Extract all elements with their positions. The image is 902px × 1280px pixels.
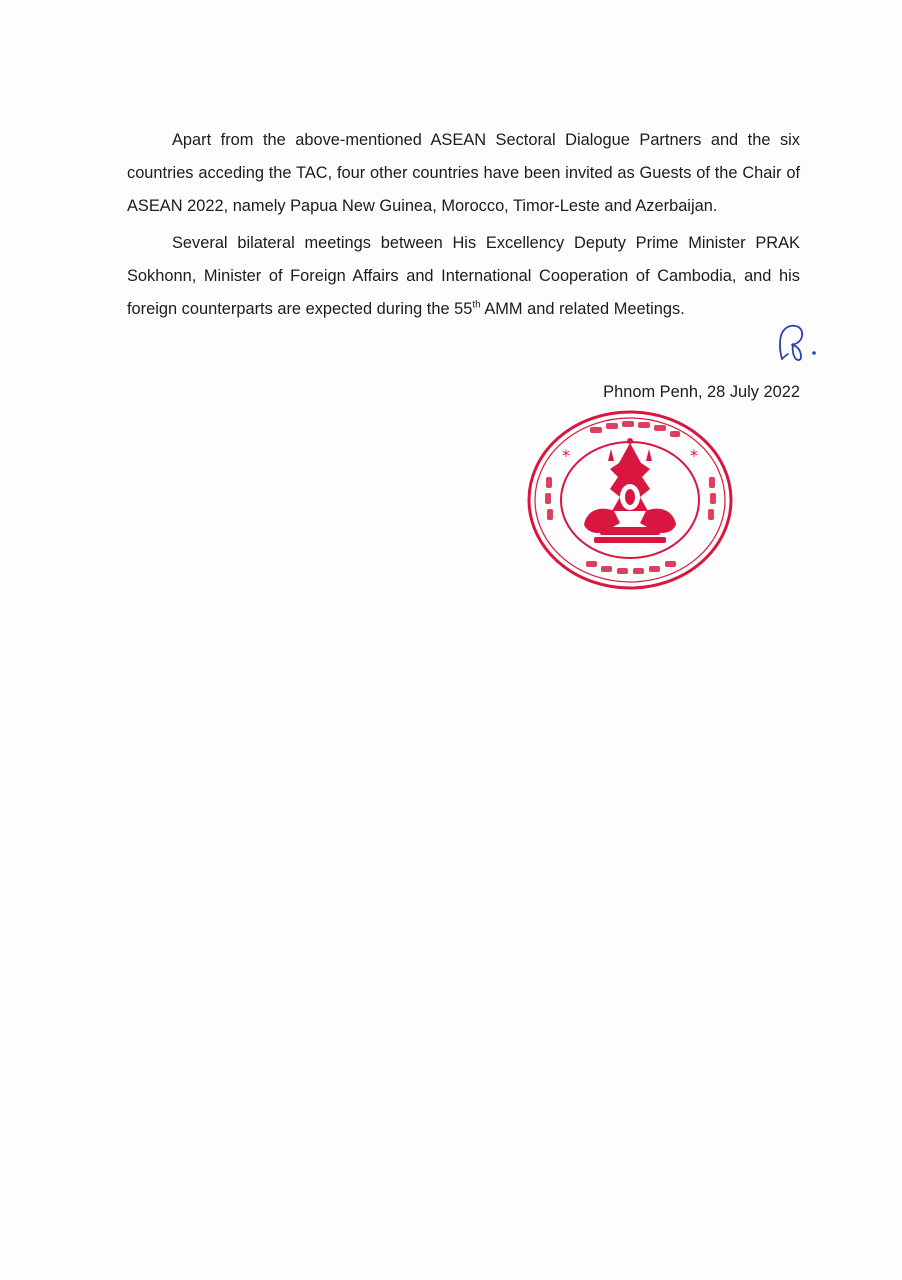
ministry-seal [524, 405, 736, 595]
svg-text:*: * [562, 446, 570, 465]
svg-text:*: * [690, 446, 698, 465]
paragraph-bilateral-meetings-text: Several bilateral meetings between His Excellency Deputy Prime Minister PRAK Sokhonn, Minister of Foreign Affairs and International Cooperation of Cambodia, and his foreign counterparts are expected during the 55 [127, 234, 800, 318]
paragraph-bilateral-meetings-end: AMM and related Meetings. [480, 300, 685, 318]
handwritten-initial-mark [776, 321, 820, 363]
paragraph-bilateral-meetings [127, 227, 800, 326]
place-date-line: Phnom Penh, 28 July 2022 [603, 383, 800, 401]
paragraph-guests-of-chair: Apart from the above-mentioned ASEAN Sectoral Dialogue Partners and the six countries acceding the TAC, four other countries have been invited as Guests of the Chair of ASEAN 2022, namely Papua New Guinea, Morocco, Timor-Leste and Azerbaijan. [127, 131, 800, 215]
ordinal-superscript: th [472, 299, 481, 311]
document-body [127, 124, 800, 326]
